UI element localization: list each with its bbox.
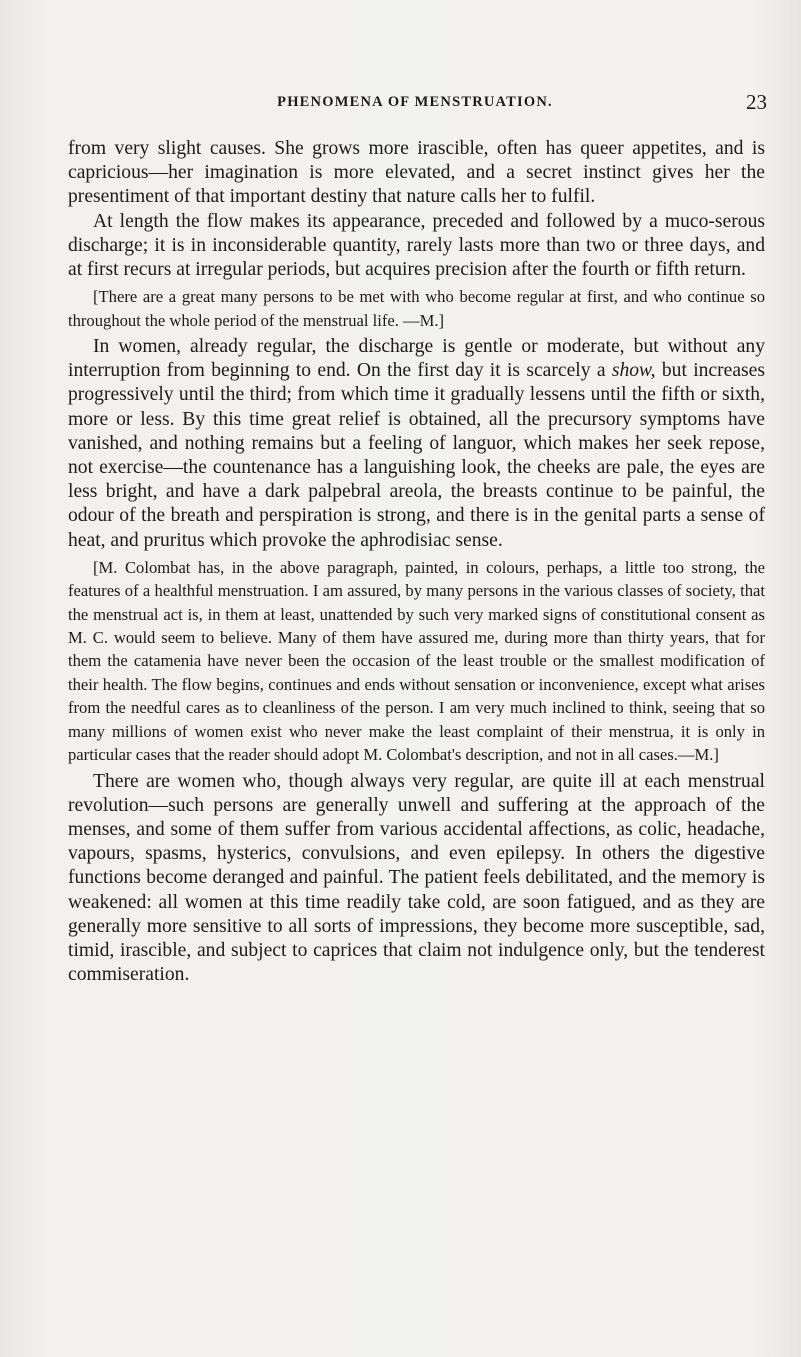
running-head: PHENOMENA OF MENSTRUATION. xyxy=(277,94,553,110)
page-body xyxy=(68,137,765,987)
paragraph-text-end: but increases progressively until the third; from which time it gradually lessens until the fifth or sixth, more or less. By this time great relief is obtained, all the precursory symptoms have vanished, and nothing remains but a feeling of languor, which makes her seek repose, not exercise—the countenance has a languishing look, the cheeks are pale, the eyes are less bright, and have a dark palpebral areola, the breasts continue to be painful, the odour of the breath and perspiration is strong, and there is in the genital parts a sense of heat, and pruritus which provoke the aphrodisiac sense. xyxy=(68,360,765,551)
translator-note-colombat: [M. Colombat has, in the above paragraph, painted, in colours, perhaps, a little too strong, the features of a healthful menstruation. I am assured, by many persons in the various classes of society, that the menstrual act is, in them at least, unattended by such very marked signs of constitutional consent as M. C. would seem to believe. Many of them have assured me, during more than thirty years, that for them the catamenia have never been the occasion of the least trouble or the smallest modification of their health. The flow begins, continues and ends without sensation or inconvenience, except what arises from the needful cares as to cleanliness of the person. I am very much inclined to think, seeing that so many millions of women exist who never make the least complaint of their menstrua, it is only in particular cases that the reader should adopt M. Colombat's description, and not in all cases.—M.] xyxy=(68,557,765,765)
paragraph-text-start: In women, already regular, the discharge is gentle or moderate, but without any interruption from beginning to end. On the first day it is scarcely a xyxy=(68,336,765,382)
italic-word-show: show, xyxy=(611,360,656,382)
paragraph-continued: from very slight causes. She grows more irascible, often has queer appetites, and is capricious—her imagination is more elevated, and a secret instinct gives her the presentiment of that important destiny that nature calls her to fulfil. xyxy=(68,138,765,208)
paragraph-regular-women xyxy=(68,335,765,553)
paragraph-flow-appearance: At length the flow makes its appearance, preceded and followed by a muco-serous discharge; it is in inconsiderable quantity, rarely lasts more than two or three days, and at first recurs at irregular periods, but acquires precision after the fourth or fifth return. xyxy=(68,210,765,281)
translator-note-regular: [There are a great many persons to be met with who become regular at first, and who continue so throughout the whole period of the menstrual life. —M.] xyxy=(68,287,765,330)
page-header xyxy=(60,92,770,116)
paragraph-ill-women: There are women who, though always very regular, are quite ill at each menstrual revolution—such persons are generally unwell and suffering at the approach of the menses, and some of them suffer from various accidental affections, as colic, headache, vapours, spasms, hysterics, convulsions, and even epilepsy. In others the digestive functions become deranged and painful. The patient feels debilitated, and the memory is weakened: all women at this time readily take cold, are soon fatigued, and as they are generally more sensitive to all sorts of impressions, they become more susceptible, sad, timid, irascible, and subject to caprices that claim not indulgence only, but the tenderest commiseration. xyxy=(68,770,765,986)
page-number: 23 xyxy=(746,90,767,114)
